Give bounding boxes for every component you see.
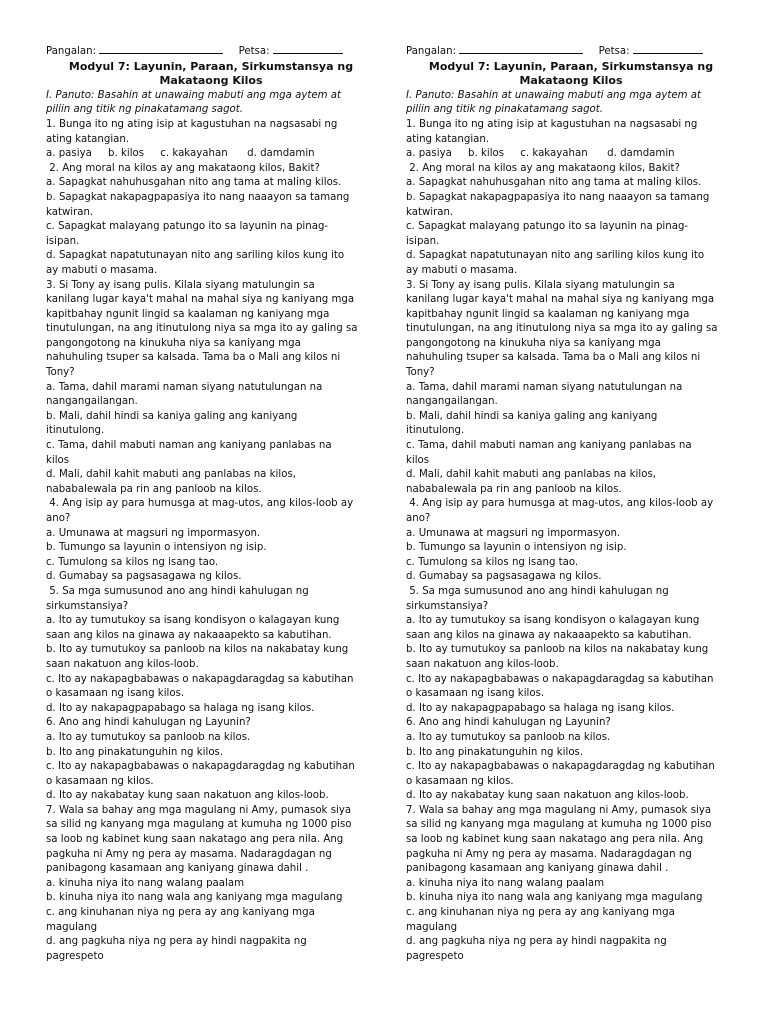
instructions-line-1: I. Panuto: Basahin at unawaing mabuti ang mga aytem at bbox=[406, 89, 702, 101]
question-line: 3. Si Tony ay isang pulis. Kilala siyang matulungin sa bbox=[406, 279, 675, 291]
question-line: sirkumstansiya? bbox=[406, 600, 489, 612]
choice-line: d. Mali, dahil kahit mabuti ang panlabas na kilos, bbox=[406, 469, 656, 481]
question-line: sirkumstansiya? bbox=[46, 600, 129, 612]
choice-line: ay mabuti o masama. bbox=[46, 264, 158, 276]
choice-line: c. Tumulong sa kilos ng isang tao. bbox=[406, 556, 579, 568]
question-line: pagkuha ni Amy ng pera ay masama. Nadaragdagan ng bbox=[46, 848, 332, 860]
choice-line: itinutulong. bbox=[46, 425, 105, 437]
question-line: Tony? bbox=[46, 367, 75, 379]
date-label: Petsa: bbox=[238, 46, 270, 57]
choice-line: itinutulong. bbox=[406, 425, 465, 437]
date-blank bbox=[273, 43, 343, 54]
choice-line: d. Gumabay sa pagsasagawa ng kilos. bbox=[406, 571, 602, 583]
choice-line: a. Ito ay tumutukoy sa panloob na kilos. bbox=[46, 731, 251, 743]
question-line: panibagong kasamaan ang kaniyang ginawa dahil . bbox=[406, 863, 669, 875]
module-title-line-2: Makataong Kilos bbox=[519, 74, 623, 88]
choice-line: a. Sapagkat nahuhusgahan nito ang tama at maling kilos. bbox=[406, 177, 702, 189]
choice-line: c. ang kinuhanan niya ng pera ay ang kaniyang mga bbox=[406, 907, 675, 919]
choice-line: c. Ito ay nakapagbabawas o nakapagdaragdag sa kabutihan bbox=[46, 673, 354, 685]
choice-line: o kasamaan ng kilos. bbox=[406, 775, 514, 787]
module-title-line-1: Modyul 7: Layunin, Paraan, Sirkumstansya ng bbox=[428, 59, 714, 73]
choice-line: b. Mali, dahil hindi sa kaniya galing ang kaniyang bbox=[406, 410, 658, 422]
choice-line: saan nakatuon ang kilos-loob. bbox=[46, 658, 199, 670]
choice-line: a. Sapagkat nahuhusgahan nito ang tama at maling kilos. bbox=[46, 177, 342, 189]
question-1 bbox=[406, 118, 736, 162]
question-line: kanilang lugar kaya't mahal na mahal siya ng kaniyang mga bbox=[46, 294, 355, 306]
choice-line: c. Sapagkat malayang patungo ito sa layunin na pinag- bbox=[46, 221, 329, 233]
choice-line: c. Tumulong sa kilos ng isang tao. bbox=[46, 556, 219, 568]
choice-line: c. Ito ay nakapagbabawas o nakapagdaragdag ng kabutihan bbox=[406, 761, 715, 773]
choice-line: d. Mali, dahil kahit mabuti ang panlabas na kilos, bbox=[46, 469, 296, 481]
choice-line: a. pasiya b. kilos c. kakayahan d. damdamin bbox=[406, 148, 675, 160]
choice-line: magulang bbox=[46, 921, 98, 933]
question-line: tinutulungan, na ang itinutulong niya sa mga ito ay galing sa bbox=[46, 323, 358, 335]
question-line: sa loob ng kabinet kung saan nakatago ang pera nila. Ang bbox=[406, 834, 704, 846]
choice-line: nababalewala pa rin ang panloob na kilos. bbox=[406, 483, 622, 495]
choice-line: b. kinuha niya ito nang wala ang kaniyang mga magulang bbox=[46, 892, 343, 904]
question-line: pangongotong na kinukuha niya sa kaniyang mga bbox=[46, 337, 301, 349]
question-line: ano? bbox=[46, 513, 71, 524]
choice-line: nangangailangan. bbox=[46, 396, 138, 408]
question-line: 6. Ano ang hindi kahulugan ng Layunin? bbox=[46, 717, 251, 729]
question-line: sa loob ng kabinet kung saan nakatago ang pera nila. Ang bbox=[46, 834, 344, 846]
choice-line: saan ang kilos na ginawa ay nakaaapekto sa kabutihan. bbox=[46, 629, 332, 641]
question-line: 7. Wala sa bahay ang mga magulang ni Amy, pumasok siya bbox=[46, 804, 352, 816]
question-line: 6. Ano ang hindi kahulugan ng Layunin? bbox=[406, 717, 611, 729]
question-1 bbox=[46, 118, 376, 162]
choice-line: pagrespeto bbox=[406, 950, 464, 962]
question-line: 7. Wala sa bahay ang mga magulang ni Amy, pumasok siya bbox=[406, 804, 712, 816]
question-line: ating katangian. bbox=[406, 133, 490, 145]
module-title-line-1: Modyul 7: Layunin, Paraan, Sirkumstansya ng bbox=[68, 59, 354, 73]
question-4 bbox=[46, 497, 376, 585]
choice-line: saan ang kilos na ginawa ay nakaaapekto sa kabutihan. bbox=[406, 629, 692, 641]
question-2 bbox=[46, 162, 376, 279]
choice-line: c. ang kinuhanan niya ng pera ay ang kaniyang mga bbox=[46, 907, 315, 919]
question-5 bbox=[406, 585, 736, 716]
choice-line: c. Tama, dahil mabuti naman ang kaniyang panlabas na bbox=[406, 440, 692, 452]
instructions-line-2: piliin ang titik ng pinakatamang sagot. bbox=[46, 104, 244, 116]
choice-line: c. Sapagkat malayang patungo ito sa layunin na pinag- bbox=[406, 221, 689, 233]
choice-line: a. Ito ay tumutukoy sa isang kondisyon o kalagayan kung bbox=[406, 615, 700, 627]
question-line: 3. Si Tony ay isang pulis. Kilala siyang matulungin sa bbox=[46, 279, 315, 291]
question-4 bbox=[406, 497, 736, 585]
choice-line: d. ang pagkuha niya ng pera ay hindi nagpakita ng bbox=[406, 936, 667, 948]
choice-line: d. Gumabay sa pagsasagawa ng kilos. bbox=[46, 571, 242, 583]
worksheet-column-right bbox=[406, 43, 736, 964]
choice-line: a. Tama, dahil marami naman siyang natutulungan na bbox=[46, 381, 323, 393]
choice-line: saan nakatuon ang kilos-loob. bbox=[406, 658, 559, 670]
instructions-line-1: I. Panuto: Basahin at unawaing mabuti ang mga aytem at bbox=[46, 89, 342, 101]
choice-line: d. Sapagkat napatutunayan nito ang sariling kilos kung ito bbox=[46, 250, 345, 262]
question-line: kapitbahay ngunit lingid sa kaalaman ng kaniyang mga bbox=[46, 308, 330, 320]
choice-line: d. Ito ay nakapagpapabago sa halaga ng isang kilos. bbox=[406, 702, 675, 714]
question-line: 4. Ang isip ay para humusga at mag-utos, ang kilos-loob ay bbox=[46, 498, 354, 510]
choice-line: d. Sapagkat napatutunayan nito ang sariling kilos kung ito bbox=[406, 250, 705, 262]
choice-line: isipan. bbox=[46, 235, 80, 247]
choice-line: b. Tumungo sa layunin o intensiyon ng isip. bbox=[46, 542, 267, 554]
choice-line: a. Ito ay tumutukoy sa panloob na kilos. bbox=[406, 731, 611, 743]
question-6 bbox=[46, 716, 376, 804]
choice-line: kilos bbox=[46, 454, 70, 466]
question-6 bbox=[406, 716, 736, 804]
choice-line: a. pasiya b. kilos c. kakayahan d. damdamin bbox=[46, 148, 315, 160]
module-title-line-2: Makataong Kilos bbox=[159, 74, 263, 88]
question-line: 5. Sa mga sumusunod ano ang hindi kahulugan ng bbox=[406, 585, 669, 597]
choice-line: a. Umunawa at magsuri ng impormasyon. bbox=[46, 527, 261, 539]
header-row bbox=[406, 43, 736, 60]
choice-line: nababalewala pa rin ang panloob na kilos. bbox=[46, 483, 262, 495]
choice-line: isipan. bbox=[406, 235, 440, 247]
question-line: tinutulungan, na ang itinutulong niya sa mga ito ay galing sa bbox=[406, 323, 718, 335]
question-2 bbox=[406, 162, 736, 279]
question-line: ating katangian. bbox=[46, 133, 130, 145]
choice-line: katwiran. bbox=[46, 206, 94, 218]
choice-line: b. Ito ang pinakatunguhin ng kilos. bbox=[46, 746, 224, 758]
choice-line: katwiran. bbox=[406, 206, 454, 218]
question-line: panibagong kasamaan ang kaniyang ginawa dahil . bbox=[46, 863, 309, 875]
choice-line: d. Ito ay nakabatay kung saan nakatuon ang kilos-loob. bbox=[46, 790, 329, 802]
choice-line: o kasamaan ng kilos. bbox=[46, 775, 154, 787]
choice-line: c. Ito ay nakapagbabawas o nakapagdaragdag ng kabutihan bbox=[46, 761, 355, 773]
choice-line: nangangailangan. bbox=[406, 396, 498, 408]
name-blank bbox=[459, 43, 583, 54]
choice-line: d. Ito ay nakapagpapabago sa halaga ng isang kilos. bbox=[46, 702, 315, 714]
choice-line: pagrespeto bbox=[46, 950, 104, 962]
choice-line: c. Tama, dahil mabuti naman ang kaniyang panlabas na bbox=[46, 440, 332, 452]
header-row bbox=[46, 43, 376, 60]
choice-line: b. Ito ang pinakatunguhin ng kilos. bbox=[406, 746, 584, 758]
name-blank bbox=[99, 43, 223, 54]
choice-line: b. Tumungo sa layunin o intensiyon ng isip. bbox=[406, 542, 627, 554]
choice-line: b. Mali, dahil hindi sa kaniya galing ang kaniyang bbox=[46, 410, 298, 422]
question-line: nahuhuling tsuper sa kalsada. Tama ba o Mali ang kilos ni bbox=[46, 352, 341, 364]
choice-line: a. Ito ay tumutukoy sa isang kondisyon o kalagayan kung bbox=[46, 615, 340, 627]
question-line: pagkuha ni Amy ng pera ay masama. Nadaragdagan ng bbox=[406, 848, 692, 860]
question-line: nahuhuling tsuper sa kalsada. Tama ba o Mali ang kilos ni bbox=[406, 352, 701, 364]
question-3 bbox=[46, 279, 376, 498]
question-line: ano? bbox=[406, 513, 431, 524]
choice-line: d. ang pagkuha niya ng pera ay hindi nagpakita ng bbox=[46, 936, 307, 948]
choice-line: c. Ito ay nakapagbabawas o nakapagdaragdag sa kabutihan bbox=[406, 673, 714, 685]
question-line: 2. Ang moral na kilos ay ang makataong kilos, Bakit? bbox=[46, 162, 320, 174]
date-label: Petsa: bbox=[598, 46, 630, 57]
choice-line: b. Ito ay tumutukoy sa panloob na kilos na nakabatay kung bbox=[46, 644, 349, 656]
question-line: 5. Sa mga sumusunod ano ang hindi kahulugan ng bbox=[46, 585, 309, 597]
question-line: kanilang lugar kaya't mahal na mahal siya ng kaniyang mga bbox=[406, 294, 715, 306]
choice-line: o kasamaan ng isang kilos. bbox=[46, 688, 185, 700]
date-blank bbox=[633, 43, 703, 54]
question-line: Tony? bbox=[406, 367, 435, 379]
choice-line: b. Ito ay tumutukoy sa panloob na kilos na nakabatay kung bbox=[406, 644, 709, 656]
choice-line: a. kinuha niya ito nang walang paalam bbox=[406, 877, 605, 889]
question-line: kapitbahay ngunit lingid sa kaalaman ng kaniyang mga bbox=[406, 308, 690, 320]
choice-line: a. Umunawa at magsuri ng impormasyon. bbox=[406, 527, 621, 539]
choice-line: o kasamaan ng isang kilos. bbox=[406, 688, 545, 700]
question-line: 1. Bunga ito ng ating isip at kagustuhan na nagsasabi ng bbox=[46, 118, 338, 130]
choice-line: b. kinuha niya ito nang wala ang kaniyang mga magulang bbox=[406, 892, 703, 904]
question-line: 4. Ang isip ay para humusga at mag-utos, ang kilos-loob ay bbox=[406, 498, 714, 510]
choice-line: b. Sapagkat nakapagpapasiya ito nang naaayon sa tamang bbox=[46, 191, 350, 203]
question-line: pangongotong na kinukuha niya sa kaniyang mga bbox=[406, 337, 661, 349]
choice-line: ay mabuti o masama. bbox=[406, 264, 518, 276]
choice-line: a. Tama, dahil marami naman siyang natutulungan na bbox=[406, 381, 683, 393]
question-3 bbox=[406, 279, 736, 498]
worksheet-column-left bbox=[46, 43, 376, 964]
question-line: sa silid ng kanyang mga magulang at kumuha ng 1000 piso bbox=[406, 819, 712, 831]
question-5 bbox=[46, 585, 376, 716]
question-line: sa silid ng kanyang mga magulang at kumuha ng 1000 piso bbox=[46, 819, 352, 831]
choice-line: d. Ito ay nakabatay kung saan nakatuon ang kilos-loob. bbox=[406, 790, 689, 802]
choice-line: kilos bbox=[406, 454, 430, 466]
choice-line: b. Sapagkat nakapagpapasiya ito nang naaayon sa tamang bbox=[406, 191, 710, 203]
question-7 bbox=[406, 804, 736, 965]
question-7 bbox=[46, 804, 376, 965]
instructions-line-2: piliin ang titik ng pinakatamang sagot. bbox=[406, 104, 604, 116]
choice-line: magulang bbox=[406, 921, 458, 933]
name-label: Pangalan: bbox=[46, 46, 97, 57]
choice-line: a. kinuha niya ito nang walang paalam bbox=[46, 877, 245, 889]
question-line: 1. Bunga ito ng ating isip at kagustuhan na nagsasabi ng bbox=[406, 118, 698, 130]
question-line: 2. Ang moral na kilos ay ang makataong kilos, Bakit? bbox=[406, 162, 680, 174]
name-label: Pangalan: bbox=[406, 46, 457, 57]
